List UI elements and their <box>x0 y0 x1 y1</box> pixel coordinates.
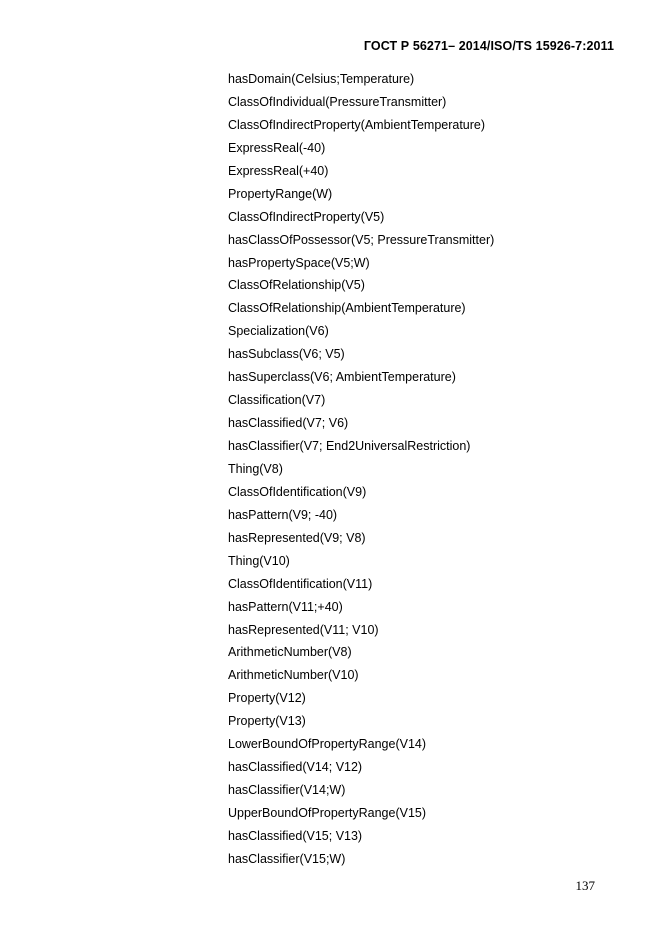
statement-line: ClassOfIndirectProperty(V5) <box>228 209 385 224</box>
statement-line: hasDomain(Celsius;Temperature) <box>228 72 415 86</box>
statement-line: hasSubclass(V6; V5) <box>228 347 345 362</box>
statement-line: hasPattern(V9; -40) <box>228 507 338 522</box>
statement-line: hasSuperclass(V6; AmbientTemperature) <box>228 370 456 385</box>
statement-line: hasClassified(V7; V6) <box>228 416 349 431</box>
statement-line: ExpressReal(-40) <box>228 140 326 155</box>
statement-line: ClassOfRelationship(V5) <box>228 278 365 293</box>
statement-line: Property(V12) <box>228 691 306 706</box>
statement-line: ArithmeticNumber(V10) <box>228 668 359 683</box>
statement-line: hasClassifier(V7; End2UniversalRestriction) <box>228 439 471 453</box>
statement-line: hasClassified(V14; V12) <box>228 760 363 775</box>
standard-header: ГОСТ Р 56271– 2014/ISO/TS 15926-7:2011 <box>363 39 614 53</box>
statement-line: hasClassified(V15; V13) <box>228 828 363 843</box>
statement-line: hasRepresented(V9; V8) <box>228 530 366 545</box>
statement-line: ClassOfIndirectProperty(AmbientTemperature) <box>228 117 486 132</box>
statement-line: ClassOfIndividual(PressureTransmitter) <box>228 94 447 109</box>
statement-line: Thing(V8) <box>228 461 283 476</box>
statement-line: ArithmeticNumber(V8) <box>228 645 352 660</box>
statement-line: Property(V13) <box>228 714 306 729</box>
page-number: 137 <box>575 878 595 893</box>
statement-line: ClassOfRelationship(AmbientTemperature) <box>228 301 466 316</box>
statement-line: hasClassOfPossessor(V5; PressureTransmitter) <box>228 232 495 247</box>
statement-line: hasClassifier(V15;W) <box>228 851 346 866</box>
statement-line: hasRepresented(V11; V10) <box>228 622 379 637</box>
statement-line: Specialization(V6) <box>228 324 329 339</box>
statement-line: PropertyRange(W) <box>228 186 333 201</box>
statement-line: LowerBoundOfPropertyRange(V14) <box>228 737 427 752</box>
statement-line: Classification(V7) <box>228 393 326 408</box>
statement-line: ClassOfIdentification(V9) <box>228 484 367 499</box>
statement-line: Thing(V10) <box>228 553 290 568</box>
statement-line: hasPattern(V11;+40) <box>228 599 343 614</box>
statement-line: ClassOfIdentification(V11) <box>228 576 373 591</box>
statement-line: ExpressReal(+40) <box>228 163 329 178</box>
statement-line: UpperBoundOfPropertyRange(V15) <box>228 806 427 820</box>
statement-list <box>228 68 494 871</box>
statement-line: hasPropertySpace(V5;W) <box>228 255 370 270</box>
statement-line: hasClassifier(V14;W) <box>228 783 346 798</box>
